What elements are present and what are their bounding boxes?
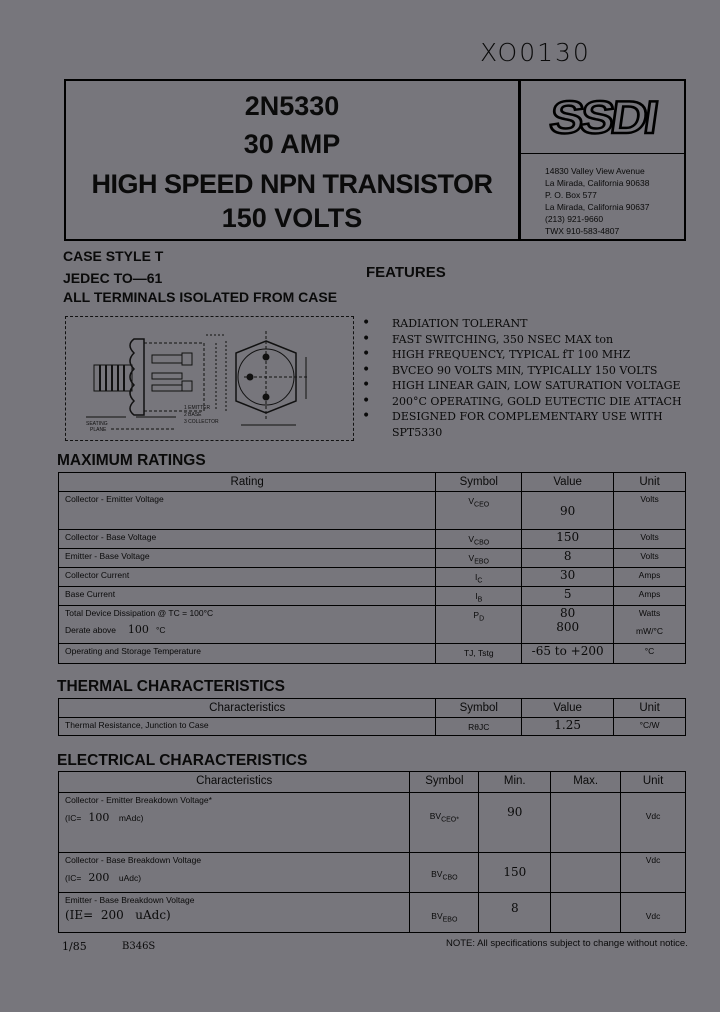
table-row (59, 492, 686, 530)
value-cell: 80 800 (522, 606, 614, 644)
value-cell: 8 (522, 549, 614, 568)
unit-cell: °C/W (614, 718, 686, 736)
address-line: P. O. Box 577 (545, 190, 597, 200)
table-header-row (59, 772, 686, 793)
rating-name: Operating and Storage Temperature (59, 644, 436, 664)
symbol-cell: $BV_{EBO}$ (410, 893, 479, 933)
max-cell (551, 853, 621, 893)
rating-name: Collector Current (59, 568, 436, 587)
rating-name: Emitter - Base Voltage (59, 549, 436, 568)
voltage-rating: 150 VOLTS (221, 203, 363, 233)
feature-item: • RADIATION TOLERANT (362, 316, 682, 332)
col-rating: Rating (59, 473, 436, 492)
max-ratings-table (58, 472, 686, 664)
symbol-cell: $I_B$ (436, 587, 522, 606)
table-row (59, 718, 686, 736)
table-row (59, 587, 686, 606)
table-row (59, 793, 686, 853)
to61-package-icon (66, 317, 353, 440)
specification-note: NOTE: All specifications subject to change without notice. (446, 938, 688, 949)
symbol-cell: $V_{EBO}$ (436, 549, 522, 568)
table-row (59, 606, 686, 644)
symbol-cell: $BV_{CEO*}$ (410, 793, 479, 853)
document-code: B346S (122, 941, 156, 952)
value-cell: 90 (522, 492, 614, 530)
unit-cell: Amps (614, 587, 686, 606)
min-cell: 8 (479, 893, 551, 933)
symbol-cell: TJ, Tstg (436, 644, 522, 664)
col-value: Value (522, 473, 614, 492)
max-cell (551, 793, 621, 853)
package-outline-drawing (65, 316, 354, 441)
symbol-cell: $P_D$ (436, 606, 522, 644)
company-logo (521, 81, 684, 154)
unit-cell: Vdc (621, 793, 686, 853)
value-cell: 1.25 (522, 718, 614, 736)
feature-item: • DESIGNED FOR COMPLEMENTARY USE WITH (362, 409, 682, 425)
features-heading: FEATURES (366, 264, 446, 281)
feature-item: • HIGH FREQUENCY, TYPICAL fT 100 MHZ (362, 347, 682, 363)
table-row (59, 568, 686, 587)
table-row (59, 853, 686, 893)
col-symbol: Symbol (436, 699, 522, 718)
symbol-cell: RθJC (436, 718, 522, 736)
symbol-cell: $V_{CBO}$ (436, 530, 522, 549)
company-block (519, 79, 686, 241)
unit-cell: Volts (614, 530, 686, 549)
feature-item: • HIGH LINEAR GAIN, LOW SATURATION VOLTAGE (362, 378, 682, 394)
svg-text:2 BASE: 2 BASE (184, 412, 202, 418)
feature-item: • FAST SWITCHING, 350 NSEC MAX ton (362, 332, 682, 348)
col-symbol: Symbol (436, 473, 522, 492)
col-characteristics: Characteristics (59, 699, 436, 718)
value-cell: 5 (522, 587, 614, 606)
twx-number: TWX 910-583-4807 (545, 226, 620, 236)
table-header-row (59, 473, 686, 492)
isolation-note: ALL TERMINALS ISOLATED FROM CASE (63, 289, 338, 305)
symbol-cell: $BV_{CBO}$ (410, 853, 479, 893)
unit-cell: Vdc (621, 893, 686, 933)
rating-name: Base Current (59, 587, 436, 606)
min-cell: 90 (479, 793, 551, 853)
rating-name: Collector - Emitter Voltage (59, 492, 436, 530)
part-number: 2N5330 (244, 91, 340, 121)
address-line: La Mirada, California 90638 (545, 178, 650, 188)
pin-legend-1: 1 EMITTER (184, 405, 211, 411)
phone-number: (213) 921-9660 (545, 214, 604, 224)
table-row (59, 549, 686, 568)
table-row (59, 530, 686, 549)
electrical-table (58, 771, 686, 933)
unit-cell: Watts mW/°C (614, 606, 686, 644)
col-unit: Unit (621, 772, 686, 793)
unit-cell: Volts (614, 492, 686, 530)
characteristic-name: Thermal Resistance, Junction to Case (59, 718, 436, 736)
characteristic-name: Collector - Emitter Breakdown Voltage* (IC= 100 mAdc) (59, 793, 410, 853)
device-description: HIGH SPEED NPN TRANSISTOR (91, 169, 493, 199)
address-line: La Mirada, California 90637 (545, 202, 650, 212)
feature-item: • 200°C OPERATING, GOLD EUTECTIC DIE ATTACH (362, 394, 682, 410)
col-symbol: Symbol (410, 772, 479, 793)
col-value: Value (522, 699, 614, 718)
table-row (59, 644, 686, 664)
symbol-cell: $I_C$ (436, 568, 522, 587)
feature-item-continuation: SPT5330 (392, 425, 443, 439)
value-cell: 150 (522, 530, 614, 549)
title-block (64, 79, 519, 241)
table-row (59, 893, 686, 933)
col-min: Min. (479, 772, 551, 793)
col-unit: Unit (614, 699, 686, 718)
case-style: CASE STYLE T (63, 248, 164, 264)
svg-text:PLANE: PLANE (90, 427, 107, 433)
jedec-package: JEDEC TO—61 (63, 270, 163, 286)
unit-cell: Vdc (621, 853, 686, 893)
rating-name: Total Device Dissipation @ TC = 100°C Derate above 100 °C (59, 606, 436, 644)
ssdi-logo-icon: SSDI (546, 91, 659, 143)
revision-date: 1/85 (62, 940, 87, 953)
col-unit: Unit (614, 473, 686, 492)
min-cell: 150 (479, 853, 551, 893)
rating-name: Collector - Base Voltage (59, 530, 436, 549)
characteristic-name: Collector - Base Breakdown Voltage (IC= 200 uAdc) (59, 853, 410, 893)
value-cell: -65 to +200 (522, 644, 614, 664)
thermal-heading: THERMAL CHARACTERISTICS (57, 678, 285, 695)
col-max: Max. (551, 772, 621, 793)
max-cell (551, 893, 621, 933)
unit-cell: Volts (614, 549, 686, 568)
value-cell: 30 (522, 568, 614, 587)
thermal-table (58, 698, 686, 736)
unit-cell: Amps (614, 568, 686, 587)
svg-text:3 COLLECTOR: 3 COLLECTOR (184, 419, 219, 425)
company-address (545, 165, 649, 237)
col-characteristics: Characteristics (59, 772, 410, 793)
svg-text:SEATING: SEATING (86, 421, 108, 427)
document-annotation: XO0130 (480, 38, 591, 67)
symbol-cell: $V_{CEO}$ (436, 492, 522, 530)
table-header-row (59, 699, 686, 718)
max-ratings-heading: MAXIMUM RATINGS (57, 452, 206, 469)
current-rating: 30 AMP (243, 129, 341, 159)
feature-item: • BVCEO 90 VOLTS MIN, TYPICALLY 150 VOLTS (362, 363, 682, 379)
features-list (362, 316, 682, 440)
address-line: 14830 Valley View Avenue (545, 166, 645, 176)
unit-cell: °C (614, 644, 686, 664)
characteristic-name: Emitter - Base Breakdown Voltage (IE= 200 uAdc) (59, 893, 410, 933)
electrical-heading: ELECTRICAL CHARACTERISTICS (57, 752, 308, 769)
